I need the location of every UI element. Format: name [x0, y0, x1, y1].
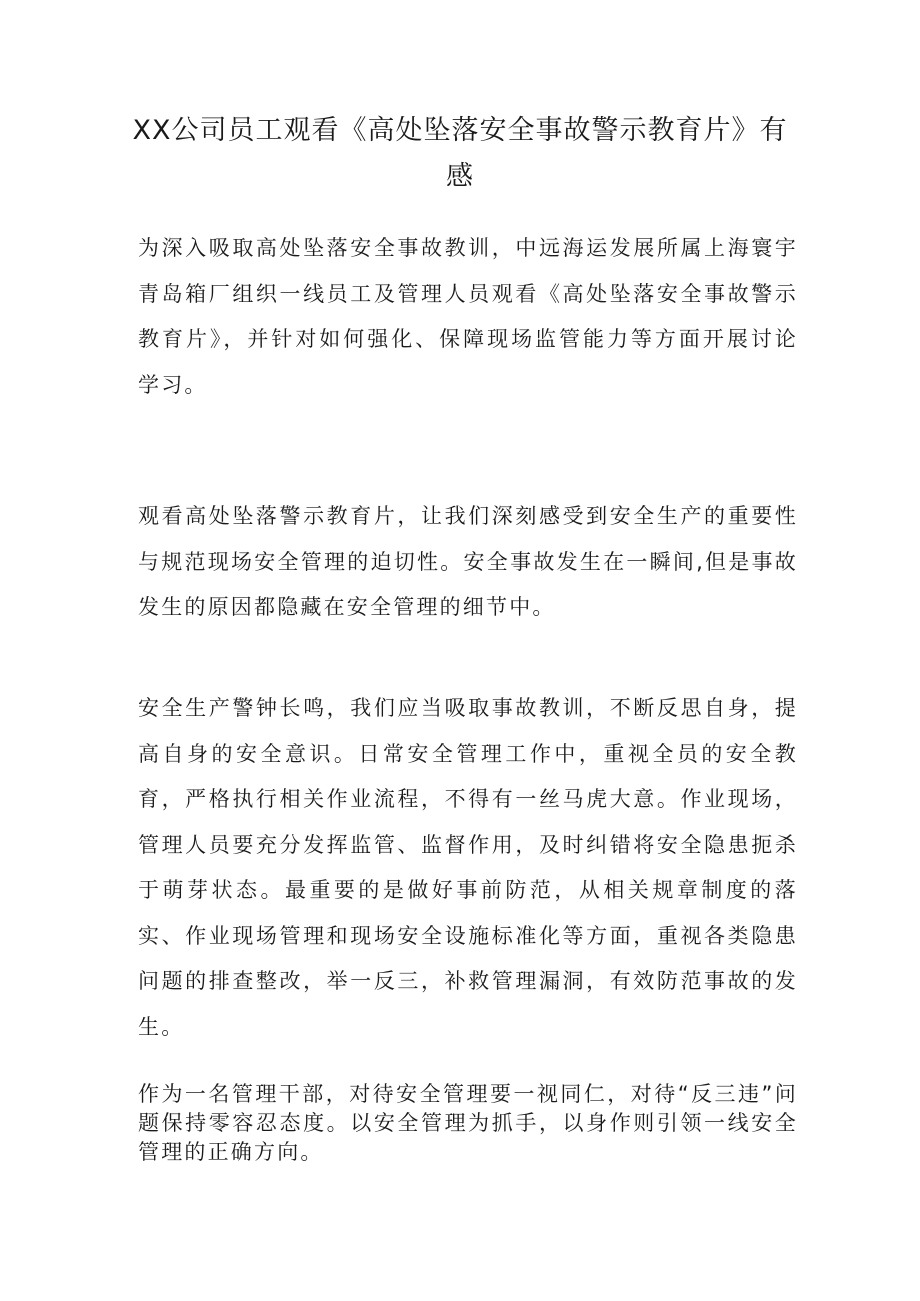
paragraph-2: 观看高处坠落警示教育片，让我们深刻感受到安全生产的重要性与规范现场安全管理的迫切性。安全事故发生在一瞬间,但是事故发生的原因都隐藏在安全管理的细节中。 — [138, 504, 798, 619]
paragraph-4: 作为一名管理干部，对待安全管理要一视同仁，对待“反三违”问题保持零容忍态度。以安全管理为抓手，以身作则引领一线安全管理的正确方向。 — [138, 1082, 798, 1164]
paragraph-3: 安全生产警钟长鸣，我们应当吸取事故教训，不断反思自身，提高自身的安全意识。日常安全管理工作中，重视全员的安全教育，严格执行相关作业流程，不得有一丝马虎大意。作业现场，管理人员要充分发挥监管、监督作用，及时纠错将安全隐患扼杀于萌芽状态。最重要的是做好事前防范，从相关规章制度的落实、作业现场管理和现场安全设施标准化等方面，重视各类隐患问题的排查整改，举一反三，补救管理漏洞，有效防范事故的发生。 — [138, 696, 798, 1039]
document-title: XX公司员工观看《高处坠落安全事故警示教育片》有感 — [132, 115, 788, 192]
paragraph-1: 为深入吸取高处坠落安全事故教训，中远海运发展所属上海寰宇青岛箱厂组织一线员工及管理人员观看《高处坠落安全事故警示教育片》，并针对如何强化、保障现场监管能力等方面开展讨论学习。 — [138, 236, 798, 397]
